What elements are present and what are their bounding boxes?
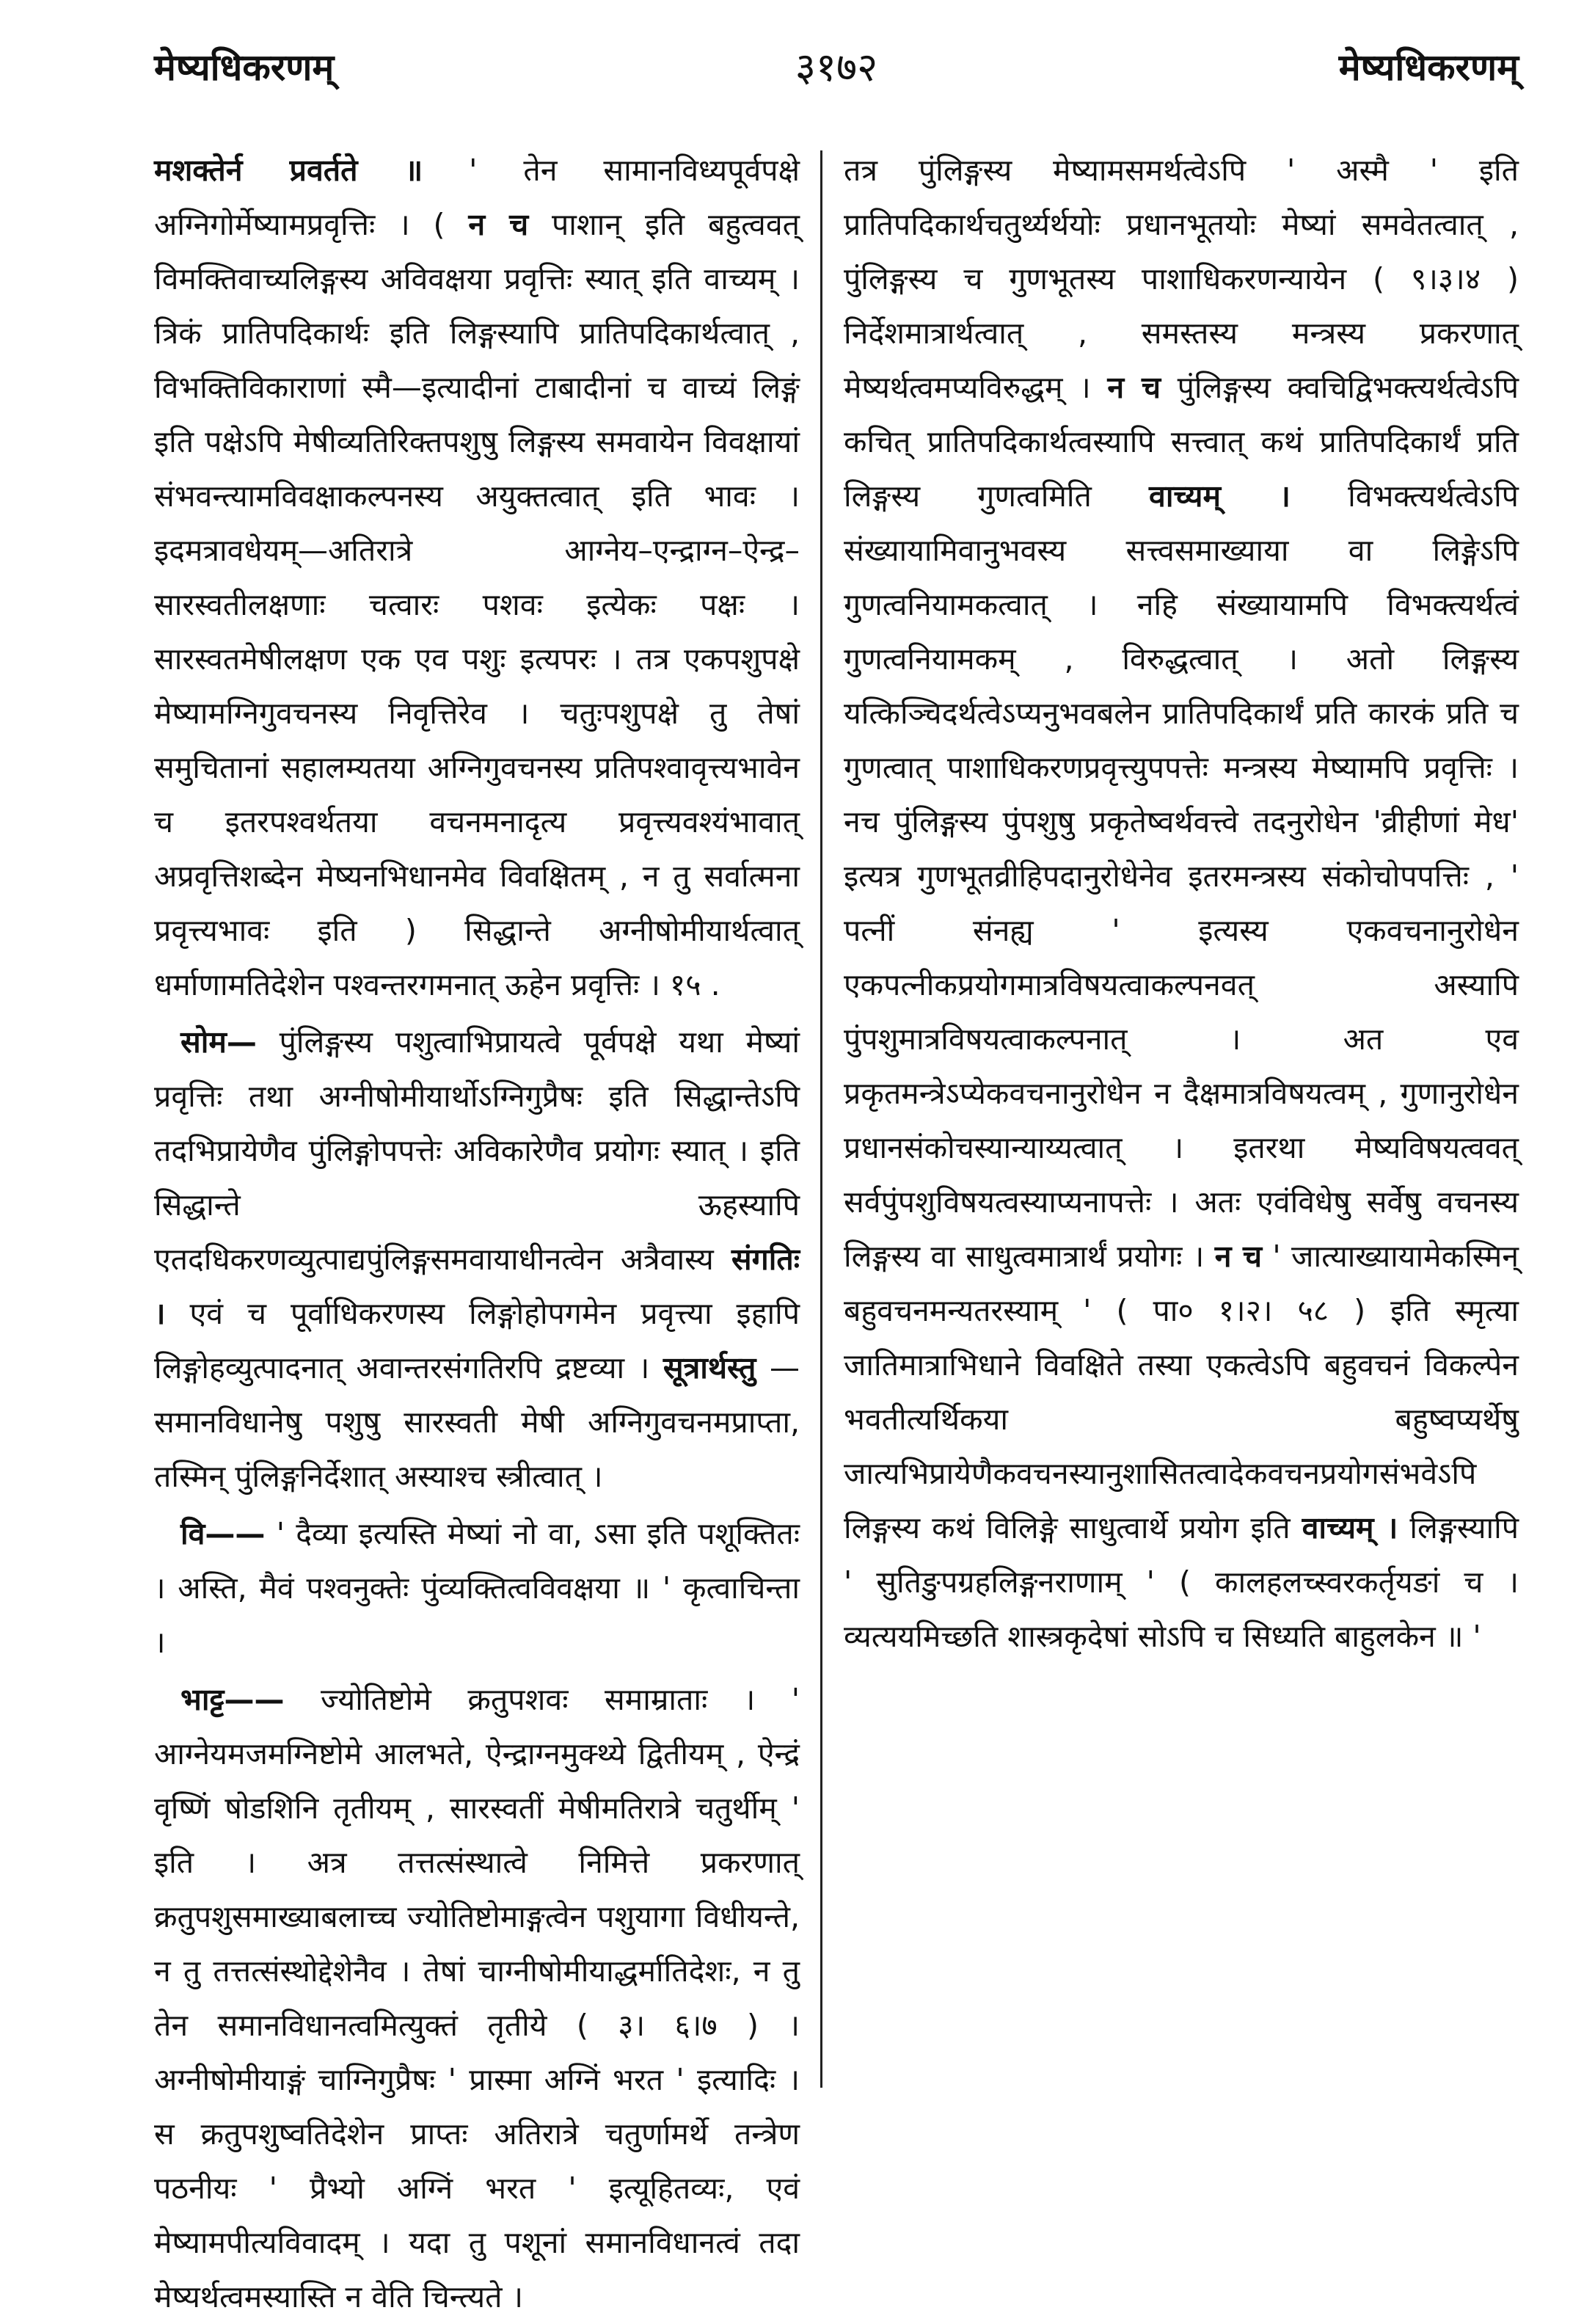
page-number: ३१७२	[795, 44, 878, 90]
left-p1-lead: मशक्तेर्न प्रवर्तते ॥	[154, 153, 423, 188]
left-p1-body: ' तेन सामानविध्यपूर्वपक्षे अग्निगोर्मेष्यामप्रवृत्तिः । (	[154, 153, 800, 242]
running-head-right: मेष्यधिकरणम्	[1338, 46, 1519, 89]
left-p2-lead2: संगतिः ।	[154, 1242, 800, 1331]
left-paragraph-bhatta	[154, 1672, 800, 2324]
right-p1-body2: पुंलिङ्गस्य क्वचिद्विभक्त्यर्थत्वेऽपि कचित् प्रातिपदिकार्थत्वस्यापि सत्त्वात् कथं प्रातिपदिकार्थं प्रति लिङ्गस्य गुणत्वमिति	[844, 370, 1519, 514]
left-column	[154, 143, 800, 2314]
left-p2-body: पुंलिङ्गस्य पशुत्वाभिप्रायत्वे पूर्वपक्षे यथा मेष्यां प्रवृत्तिः तथा अग्नीषोमीयार्थोऽग्निगुप्रैषः इति सिद्धान्तेऽपि तदभिप्रायेणैव पुंलिङ्गोपपत्तेः अविकारेणैव प्रयोगः स्यात् । इति सिद्धान्ते ऊहस्यापि एतदधिकरणव्युत्पाद्यपुंलिङ्गसमवायाधीनत्वेन अत्रैवास्य	[154, 1024, 800, 1277]
left-p2-lead: सोम—	[180, 1024, 257, 1060]
left-p2-lead3: सूत्रार्थस्तु	[663, 1350, 756, 1385]
right-p1-body4: ' जात्याख्यायामेकस्मिन् बहुवचनमन्यतरस्याम् ' ( पा० १।२। ५८ ) इति स्मृत्या जातिमात्राभिधाने विवक्षिते तस्या एकत्वेऽपि बहुवचनं विकल्पेन भवतीत्यर्थिकया बहुष्वप्यर्थेषु जात्यभिप्रायेणैकवचनस्यानुशासितत्वादेकवचनप्रयोगसंभवेऽपि लिङ्गस्य कथं विलिङ्गे साधुत्वार्थे प्रयोग इति	[844, 1239, 1519, 1545]
running-head-left: मेष्यधिकरणम्	[154, 46, 335, 89]
left-paragraph-vi	[154, 1507, 800, 1669]
page-header	[154, 38, 1519, 119]
left-paragraph-soma	[154, 1015, 800, 1504]
left-p2-body2: एवं च पूर्वाधिकरणस्य लिङ्गोहोपगमेन प्रवृत्त्या इहापि लिङ्गोहव्युत्पादनात् अवान्तरसंगतिरपि द्रष्टव्या ।	[154, 1296, 800, 1385]
left-p3-body: ' दैव्या इत्यस्ति मेष्यां नो वा, ऽसा इति पशूक्तितः । अस्ति, मैवं पश्वनुक्तेः पुंव्यक्तित्वविवक्षया ॥ ' कृत्वाचिन्ता ।	[154, 1516, 800, 1660]
right-p1-body3: विभक्त्यर्थत्वेऽपि संख्यायामिवानुभवस्य सत्त्वसमाख्याया वा लिङ्गेऽपि गुणत्वनियामकत्वात् । नहि संख्यायामपि विभक्त्यर्थत्वं गुणत्वनियामकम् , विरुद्धत्वात् । अतो लिङ्गस्य यत्किञ्चिदर्थत्वेऽप्यनुभवबलेन प्रातिपदिकार्थं प्रति कारकं प्रति च गुणत्वात् पाशाधिकरणप्रवृत्त्युपपत्तेः मन्त्रस्य मेष्यामपि प्रवृत्तिः । नच पुंलिङ्गस्य पुंपशुषु प्रकृतेष्वर्थवत्त्वे तदनुरोधेन 'व्रीहीणां मेध' इत्यत्र गुणभूतव्रीहिपदानुरोधेनेव इतरमन्त्रस्य संकोचोपपत्तिः , ' पत्नीं संनह्य ' इत्यस्य एकवचनानुरोधेन एकपत्नीकप्रयोगमात्रविषयत्वाकल्पनवत् अस्यापि पुंपशुमात्रविषयत्वाकल्पनात् । अत एव प्रकृतमन्त्रेऽप्येकवचनानुरोधेन न दैक्षमात्रविषयत्वम् , गुणानुरोधेन प्रधानसंकोचस्यान्याय्यत्वात् । इतरथा मेष्यविषयत्ववत् सर्वपुंपशुविषयत्वस्याप्यनापत्तेः । अतः एवंविधेषु सर्वेषु वचनस्य लिङ्गस्य वा साधुत्वमात्रार्थं प्रयोगः ।	[844, 478, 1519, 1274]
left-p1-body2: पाशान् इति बहुत्ववत् विमक्तिवाच्यलिङ्गस्य अविवक्षया प्रवृत्तिः स्यात् इति वाच्यम् । त्रिकं प्रातिपदिकार्थः इति लिङ्गस्यापि प्रातिपदिकार्थत्वात् , विभक्तिविकाराणां स्मै—इत्यादीनां टाबादीनां च वाच्यं लिङ्गं इति पक्षेऽपि मेषीव्यतिरिक्तपशुषु लिङ्गस्य समवायेन विवक्षायां संभवन्त्यामविवक्षाकल्पनस्य अयुक्तत्वात् इति भावः । इदमत्रावधेयम्—अतिरात्रे आग्नेय–एन्द्राग्न–ऐन्द्र–सारस्वतीलक्षणाः चत्वारः पशवः इत्येकः पक्षः । सारस्वतमेषीलक्षण एक एव पशुः इत्यपरः । तत्र एकपशुपक्षे मेष्यामग्निगुवचनस्य निवृत्तिरेव । चतुःपशुपक्षे तु तेषां समुचितानां सहालम्यतया अग्निगुवचनस्य प्रतिपश्वावृत्त्यभावेन च इतरपश्वर्थतया वचनमनादृत्य प्रवृत्त्यवश्यंभावात् अप्रवृत्तिशब्देन मेष्यनभिधानमेव विवक्षितम् , न तु सर्वात्मना प्रवृत्त्यभावः इति ) सिद्धान्ते अग्नीषोमीयार्थत्वात् धर्माणामतिदेशेन पश्वन्तरगमनात् ऊहेन प्रवृत्तिः । १५ .	[154, 207, 800, 1002]
left-paragraph-1	[154, 143, 800, 1012]
right-p1-lead4: वाच्यम् ।	[1302, 1510, 1398, 1545]
right-p1-lead2: वाच्यम् ।	[1149, 478, 1291, 514]
right-p1-lead: न च	[1107, 370, 1161, 405]
left-p3-lead: वि——	[180, 1516, 266, 1551]
right-p1-body5: लिङ्गस्यापि ' सुतिङुपग्रहलिङ्गनराणाम् ' ( कालहलच्स्वरकर्तृयङां च । व्यत्ययमिच्छति शास्त्रकृदेषां सोऽपि च सिध्यति बाहुलकेन ॥ '	[844, 1510, 1519, 1654]
left-p2-body3: —समानविधानेषु पशुषु सारस्वती मेषी अग्निगुवचनमप्राप्ता, तस्मिन् पुंलिङ्गनिर्देशात् अस्याश्च स्त्रीत्वात् ।	[154, 1350, 800, 1494]
right-column	[844, 143, 1519, 2088]
two-column-body	[154, 143, 1519, 2314]
right-p1-lead3: न च	[1214, 1239, 1263, 1274]
right-p1-body: तत्र पुंलिङ्गस्य मेष्यामसमर्थत्वेऽपि ' अस्मै ' इति प्रातिपदिकार्थचतुर्थ्यर्थयोः प्रधानभूतयोः मेष्यां समवेतत्वात् , पुंलिङ्गस्य च गुणभूतस्य पाशाधिकरणन्यायेन ( ९।३।४ ) निर्देशमात्रार्थत्वात् , समस्तस्य मन्त्रस्य प्रकरणात् मेष्यर्थत्वमप्यविरुद्धम् ।	[844, 153, 1519, 405]
left-p4-body: ज्योतिष्टोमे क्रतुपशवः समाम्राताः । ' आग्नेयमजमग्निष्टोमे आलभते, ऐन्द्राग्नमुक्थ्ये द्वितीयम् , ऐन्द्रं वृष्णिं षोडशिनि तृतीयम् , सारस्वतीं मेषीमतिरात्रे चतुर्थीम् ' इति । अत्र तत्तत्संस्थात्वे निमित्ते प्रकरणात् क्रतुपशुसमाख्याबलाच्च ज्योतिष्टोमाङ्गत्वेन पशुयागा विधीयन्ते, न तु तत्तत्संस्थोद्देशेनैव । तेषां चाग्नीषोमीयाद्धर्मातिदेशः, न तु तेन समानविधानत्वमित्युक्तं तृतीये ( ३। ६।७ ) । अग्नीषोमीयाङ्गं चाग्निगुप्रैषः ' प्रास्मा अग्निं भरत ' इत्यादिः । स क्रतुपशुष्वतिदेशेन प्राप्तः अतिरात्रे चतुर्णामर्थे तन्त्रेण पठनीयः ' प्रैभ्यो अग्निं भरत ' इत्यूहितव्यः, एवं मेष्यामपीत्यविवादम् । यदा तु पशूनां समानविधानत्वं तदा मेष्यर्थत्वमस्यास्ति न वेति चिन्त्यते ।	[154, 1682, 800, 2314]
left-p1-lead2: न च	[468, 207, 529, 242]
column-divider	[820, 150, 822, 2088]
right-paragraph-1	[844, 143, 1519, 1664]
left-p4-lead: भाट्ट——	[180, 1682, 285, 1717]
